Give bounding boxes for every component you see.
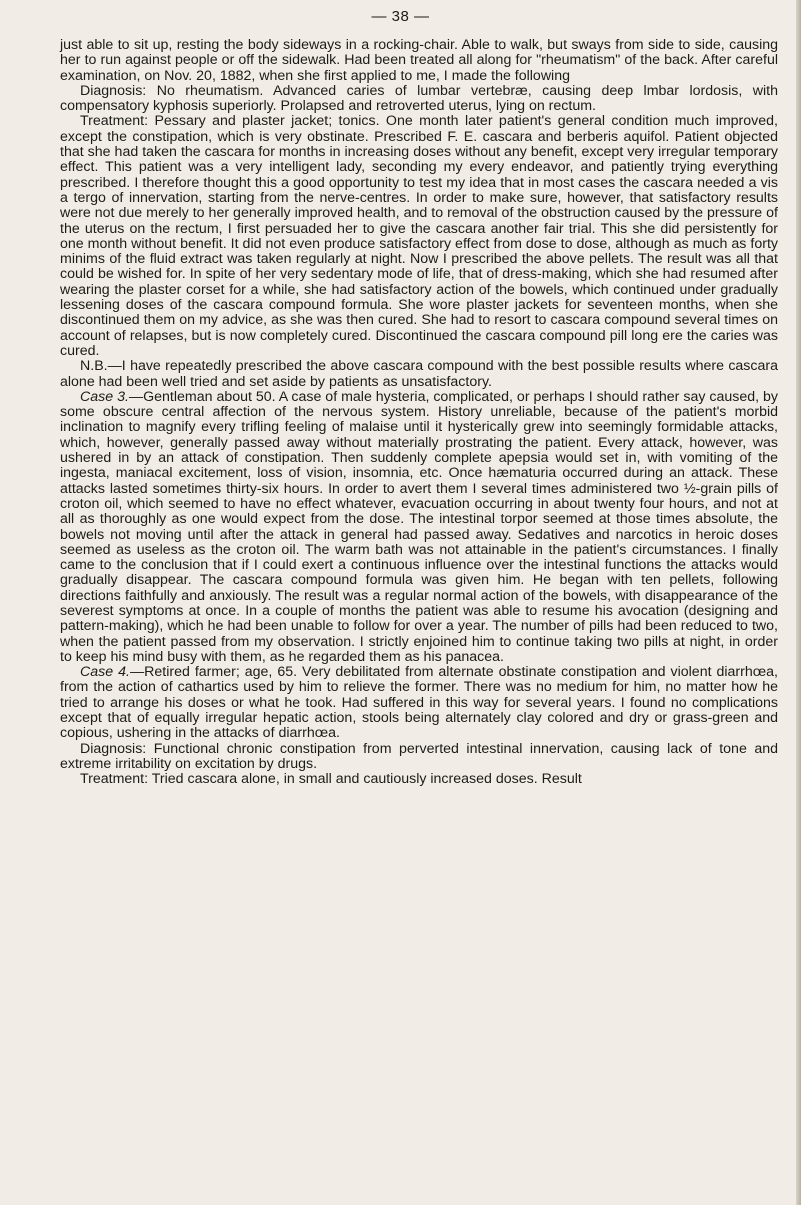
- paragraph-case-3: [60, 390, 778, 665]
- paragraph-case-4: [60, 665, 778, 741]
- case-3-text: —Gentleman about 50. A case of male hysteria, complicated, or perhaps I should rather say caused, by some obscure central affection of the nervous system. History unreliable, because of the patient's morbid inclination to magnify every trifling feeling of malaise until it hysterically grew into seemingly formidable attacks, which, however, generally passed away without materially prostrating the patient. Every attack, however, was ushered in by an attack of constipation. Then suddenly complete apepsia would set in, with vomiting of the ingesta, maniacal excitement, loss of vision, insomnia, etc. Once hæmaturia occurred during an attack. These attacks lasted sometimes thirty-six hours. In order to avert them I several times administered two ½-grain pills of croton oil, which seemed to have no effect whatever, evacuation occurring in about twenty four hours, and not at all as thoroughly as one would expect from the dose. The intestinal torpor seemed at those times absolute, the bowels not moving until after the attack in general had passed away. Sedatives and narcotics in heroic doses seemed as useless as the croton oil. The warm bath was not attainable in the patient's circumstances. I finally came to the conclusion that if I could exert a continuous influence over the intestinal functions the attacks would gradually disappear. The cascara compound formula was given him. He began with ten pellets, following directions faithfully and anxiously. The result was a regular normal action of the bowels, with disappearance of the severest symptoms at once. In a couple of months the patient was able to resume his avocation (designing and pattern-making), which he had been unable to follow for over a year. The number of pills had been reduced to two, when the patient passed from my observation. I strictly enjoined him to continue taking two pills at night, in order to keep his mind busy with them, as he regarded them as his panacea.: [60, 388, 778, 665]
- case-4-text: —Retired farmer; age, 65. Very debilitated from alternate obstinate constipation and violent diarrhœa, from the action of cathartics used by him to relieve the former. There was no medium for him, no matter how he tried to arrange his doses or what he took. Had suffered in this way for several years. I found no complications except that of equally irregular hepatic action, stools being alternately clay colored and dry or grass-green and copious, ushering in the attacks of diarrhœa.: [60, 664, 778, 742]
- page-body: [60, 38, 778, 788]
- case-3-label: Case 3.: [80, 388, 129, 405]
- paragraph-treatment: Treatment: Pessary and plaster jacket; tonics. One month later patient's general condition much improved, except the constipation, which is very obstinate. Prescribed F. E. cascara and berberis aquifol. Patient objected that she had taken the cascara for months in increasing doses without any benefit, except very irregular temporary effect. This patient was a very intelligent lady, seconding my every endeavor, and patiently trying everything prescribed. I therefore thought this a good opportunity to test my idea that in most cases the cascara needed a vis a tergo of innervation, starting from the nerve-centres. In order to make sure, however, that satisfactory results were not due merely to her generally improved health, and to removal of the obstruction caused by the pressure of the uterus on the rectum, I first persuaded her to give the cascara another fair trial. This she did persistently for one month without benefit. It did not even produce satisfactory effect from dose to dose, although as much as forty minims of the fluid extract was taken regularly at night. Now I prescribed the above pellets. The result was all that could be wished for. In spite of her very sedentary mode of life, that of dress-making, which she had resumed after wearing the plaster corset for a while, she had satisfactory action of the bowels, which continued under gradually lessening doses of the cascara compound formula. She wore plaster jackets for seventeen months, when she discontinued them on my advice, as she was then cured. She had to resort to cascara compound several times on account of relapses, but is now completely cured. Discontinued the cascara compound pill long ere the caries was cured.: [60, 113, 778, 359]
- paragraph-diagnosis: Diagnosis: No rheumatism. Advanced caries of lumbar vertebræ, causing deep lmbar lordosis, with compensatory kyphosis superiorly. Prolapsed and retroverted uterus, lying on rectum.: [60, 82, 778, 115]
- paragraph-nota-bene: N.B.—I have repeatedly prescribed the above cascara compound with the best possible results where cascara alone had been well tried and set aside by patients as unsatisfactory.: [60, 358, 778, 390]
- paragraph-continuation: just able to sit up, resting the body sideways in a rocking-chair. Able to walk, but sways from side to side, causing her to run against people or off the sidewalk. Had been treated all along for "rheumatism" of the back. After careful examination, on Nov. 20, 1882, when she first applied to me, I made the following: [60, 37, 778, 84]
- page-binding-edge: [796, 0, 801, 1205]
- paragraph-case-4-treatment: Treatment: Tried cascara alone, in small and cautiously increased doses. Result: [80, 771, 582, 788]
- case-4-label: Case 4.: [80, 664, 130, 681]
- paragraph-case-4-diagnosis: Diagnosis: Functional chronic constipation from perverted intestinal innervation, causing lack of tone and extreme irritability on excitation by drugs.: [60, 740, 778, 772]
- page-number: — 38 —: [371, 8, 430, 25]
